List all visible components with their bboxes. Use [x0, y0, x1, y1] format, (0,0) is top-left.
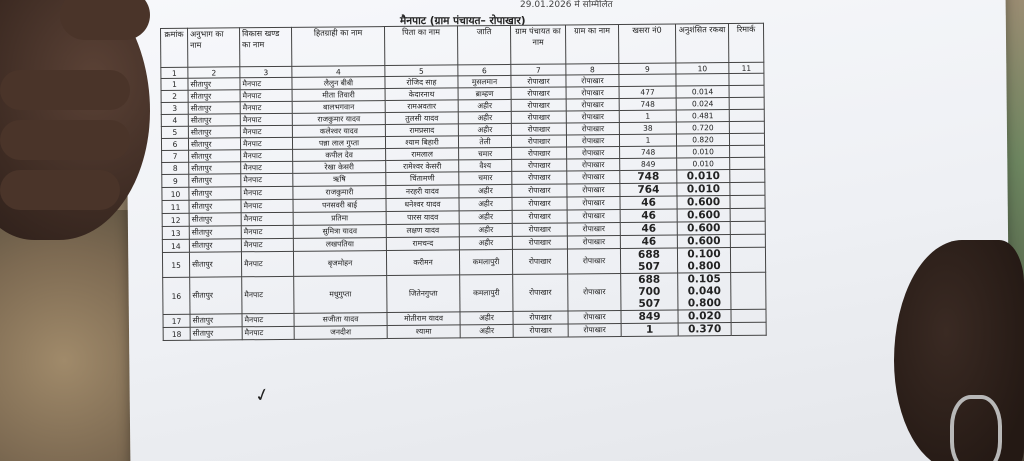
cell-remark	[730, 145, 765, 157]
cell-vikas: मैनपाट	[242, 313, 294, 326]
cell-anubhag: सीतापुर	[189, 239, 241, 252]
cell-jati: अहीर	[460, 324, 513, 337]
document-title: मैनपाट (ग्राम पंचायत– रोपाखार)	[400, 15, 526, 27]
column-header: पिता का नाम	[384, 26, 457, 66]
cell-rakba: 0.600	[677, 209, 730, 222]
cell-anubhag: सीतापुर	[188, 78, 240, 90]
cell-rakba: 0.020	[678, 310, 731, 323]
cell-gp: रोपाखार	[511, 123, 566, 135]
cell-anubhag: सीतापुर	[189, 174, 241, 187]
cell-anubhag: सीतापुर	[189, 187, 241, 200]
column-number: 10	[676, 63, 729, 74]
cell-father: रामअवतार	[385, 100, 458, 113]
cell-gram: रोपाखार	[567, 209, 620, 222]
cell-no: 6	[161, 138, 188, 150]
left-finger	[0, 170, 120, 210]
column-number: 9	[619, 63, 676, 74]
cell-vikas: मैनपाट	[241, 186, 293, 199]
cell-no: 3	[161, 102, 188, 114]
cell-jati: अहीर	[459, 236, 512, 249]
column-number: 6	[458, 64, 511, 75]
cell-remark	[730, 195, 765, 208]
cell-anubhag: सीतापुर	[190, 314, 242, 327]
cell-name: लैलुन बीबी	[292, 77, 385, 90]
cell-anubhag: सीतापुर	[189, 150, 241, 162]
cell-gram: रोपाखार	[566, 110, 619, 122]
cell-gp: रोपाखार	[512, 159, 567, 171]
cell-father: रामचन्द	[386, 237, 459, 251]
cell-no: 4	[161, 114, 188, 126]
cell-no: 1	[161, 78, 188, 90]
cell-jati: कमलापुरी	[459, 249, 512, 274]
cell-father: चिंतामणी	[386, 172, 459, 186]
cell-remark	[731, 322, 766, 335]
cell-name: पनसवरी बाई	[293, 199, 386, 213]
cell-gp: रोपाखार	[511, 135, 566, 147]
cell-gram: रोपाखार	[566, 134, 619, 146]
cell-anubhag: सीतापुर	[189, 226, 241, 239]
cell-father: मोतीराम यादव	[387, 312, 460, 326]
cell-gram: रोपाखार	[567, 196, 620, 209]
cell-name: राजकुमार यादव	[292, 113, 385, 126]
cell-name: जनदीश	[294, 326, 387, 340]
column-header: क्रमांक	[161, 28, 188, 67]
cell-vikas: मैनपाट	[241, 225, 293, 238]
cell-khasra	[619, 74, 676, 86]
cell-khasra: 46	[620, 222, 677, 235]
cell-vikas: मैनपाट	[241, 212, 293, 225]
cell-gram: रोपाखार	[567, 183, 620, 196]
left-finger	[0, 70, 130, 110]
cell-no: 14	[162, 239, 189, 252]
cell-rakba: 0.600	[677, 235, 730, 248]
cell-anubhag: सीतापुर	[188, 90, 240, 102]
cell-name: सुमित्रा यादव	[293, 225, 386, 239]
cell-rakba: 0.105 0.040 0.800	[678, 273, 731, 310]
cell-rakba: 0.010	[677, 170, 730, 183]
cell-no: 8	[162, 162, 189, 174]
cell-gp: रोपाखार	[512, 236, 567, 249]
key-ring	[950, 395, 1002, 461]
cell-vikas: मैनपाट	[240, 125, 292, 137]
cell-gp: रोपाखार	[511, 75, 566, 87]
cell-gram: रोपाखार	[567, 248, 620, 273]
cell-no: 18	[163, 327, 190, 340]
cell-jati: अहीर	[459, 184, 512, 197]
cell-khasra: 46	[620, 209, 677, 222]
cell-no: 16	[163, 277, 190, 314]
left-finger	[0, 120, 130, 160]
column-header: ग्राम पंचायत का नाम	[510, 25, 565, 64]
column-number: 8	[566, 63, 619, 74]
cell-father: रोजिद साह	[385, 76, 458, 89]
cell-vikas: मैनपाट	[242, 326, 294, 339]
cell-gp: रोपाखार	[512, 210, 567, 223]
cell-khasra: 1	[621, 323, 678, 336]
cell-gp: रोपाखार	[512, 184, 567, 197]
cell-khasra: 849	[621, 310, 678, 323]
cell-gram: रोपाखार	[567, 158, 620, 170]
cell-gram: रोपाखार	[566, 122, 619, 134]
cell-jati: तेली	[458, 135, 511, 147]
table-body	[161, 73, 766, 340]
cell-gram: रोपाखार	[567, 146, 620, 158]
cell-jati: मुसलमान	[458, 75, 511, 87]
cell-jati: अहीर	[458, 123, 511, 135]
cell-gp: रोपाखार	[512, 249, 567, 274]
cell-remark	[729, 133, 764, 145]
cell-khasra: 46	[620, 196, 677, 209]
cell-gp: रोपाखार	[513, 311, 568, 324]
cell-father: धनेश्वर यादव	[386, 198, 459, 212]
cell-rakba: 0.010	[677, 146, 730, 158]
cell-rakba	[676, 74, 729, 86]
column-header: हितग्राही का नाम	[291, 27, 384, 67]
cell-anubhag: सीतापुर	[189, 162, 241, 174]
cell-no: 7	[162, 150, 189, 162]
cell-jati: अहीर	[460, 311, 513, 324]
cell-vikas: मैनपाट	[240, 101, 292, 113]
cell-rakba: 0.600	[677, 222, 730, 235]
header-partial-text: 29.01.2026 में सम्मिलित	[520, 0, 613, 10]
cell-gram: रोपाखार	[568, 273, 621, 310]
cell-rakba: 0.100 0.800	[677, 248, 730, 273]
column-header: रिमार्क	[728, 23, 763, 62]
cell-remark	[730, 208, 765, 221]
column-number: 11	[729, 62, 764, 73]
cell-name: कलेश्वर यादव	[292, 125, 385, 138]
cell-no: 2	[161, 90, 188, 102]
cell-gp: रोपाखार	[512, 171, 567, 184]
column-header: अनुशंसित रकबा	[675, 24, 728, 63]
cell-gram: रोपाखार	[568, 323, 621, 336]
cell-rakba: 0.820	[676, 134, 729, 146]
cell-remark	[730, 221, 765, 234]
cell-father: रामेश्वर केसरी	[386, 160, 459, 173]
cell-anubhag: सीतापुर	[188, 126, 240, 138]
cell-name: मधुगुप्ता	[294, 276, 387, 314]
cell-vikas: मैनपाट	[240, 77, 292, 89]
cell-khasra: 748	[619, 98, 676, 110]
cell-gp: रोपाखार	[513, 324, 568, 337]
cell-name: कपील देव	[293, 149, 386, 162]
cell-jati: वैश्य	[459, 159, 512, 171]
cell-khasra: 748	[620, 170, 677, 183]
cell-vikas: मैनपाट	[242, 276, 294, 313]
cell-vikas: मैनपाट	[241, 238, 293, 251]
cell-gram: रोपाखार	[567, 222, 620, 235]
cell-gram: रोपाखार	[566, 98, 619, 110]
cell-name: बृजमोहन	[293, 251, 386, 277]
cell-gram: रोपाखार	[566, 86, 619, 98]
cell-name: सजीता यादव	[294, 313, 387, 327]
cell-remark	[729, 85, 764, 97]
cell-father: श्याम बिहारी	[385, 136, 458, 149]
cell-no: 13	[162, 226, 189, 239]
cell-father: जितेनगुप्ता	[387, 275, 460, 313]
cell-no: 5	[161, 126, 188, 138]
cell-name: रेखा केसरी	[293, 161, 386, 174]
cell-khasra: 477	[619, 86, 676, 98]
cell-jati: अहीर	[458, 111, 511, 123]
cell-anubhag: सीतापुर	[188, 114, 240, 126]
cell-khasra: 688 700 507	[621, 273, 678, 310]
cell-khasra: 764	[620, 183, 677, 196]
cell-no: 9	[162, 174, 189, 187]
cell-jati: अहीर	[458, 99, 511, 111]
column-number: 5	[385, 65, 458, 77]
cell-rakba: 0.600	[677, 196, 730, 209]
cell-remark	[730, 182, 765, 195]
cell-anubhag: सीतापुर	[189, 213, 241, 226]
column-header: विकास खण्ड का नाम	[240, 27, 292, 66]
cell-jati: अहीर	[459, 223, 512, 236]
cell-no: 15	[162, 252, 189, 277]
cell-remark	[729, 97, 764, 109]
cell-anubhag: सीतापुर	[188, 102, 240, 114]
cell-rakba: 0.720	[676, 122, 729, 134]
cell-remark	[729, 109, 764, 121]
cell-gp: रोपाखार	[512, 223, 567, 236]
cell-vikas: मैनपाट	[240, 137, 292, 149]
cell-jati: अहीर	[459, 210, 512, 223]
cell-anubhag: सीतापुर	[189, 252, 241, 277]
cell-remark	[729, 121, 764, 133]
cell-father: करीमन	[386, 250, 459, 276]
cell-father: लक्षण यादव	[386, 224, 459, 238]
cell-anubhag: सीतापुर	[190, 277, 242, 314]
cell-name: बालभगवान	[292, 101, 385, 114]
cell-vikas: मैनपाट	[241, 199, 293, 212]
cell-no: 11	[162, 200, 189, 213]
cell-gram: रोपाखार	[567, 235, 620, 248]
cell-father: पारस यादव	[386, 211, 459, 225]
cell-khasra: 1	[619, 134, 676, 146]
column-number: 7	[511, 64, 566, 75]
cell-khasra: 1	[619, 110, 676, 122]
column-number: 2	[188, 67, 240, 78]
column-header: जाति	[457, 25, 510, 64]
cell-jati: चमार	[459, 171, 512, 184]
column-number: 1	[161, 67, 188, 78]
table-header-row	[161, 23, 764, 67]
cell-name: लखपतिया	[293, 238, 386, 252]
cell-vikas: मैनपाट	[241, 173, 293, 186]
column-header: खसरा नं0	[618, 24, 675, 63]
cell-remark	[730, 247, 765, 272]
left-thumb	[60, 0, 150, 40]
cell-khasra: 748	[620, 146, 677, 158]
cell-khasra: 46	[620, 235, 677, 248]
cell-anubhag: सीतापुर	[189, 200, 241, 213]
cell-father: तुलसी यादव	[385, 112, 458, 125]
cell-vikas: मैनपाट	[241, 161, 293, 173]
cell-jati: ब्राम्हण	[458, 87, 511, 99]
cell-father: नरहरी यादव	[386, 185, 459, 199]
cell-father: श्यामा	[387, 325, 460, 339]
cell-father: रामलाल	[386, 148, 459, 161]
cell-vikas: मैनपाट	[240, 89, 292, 101]
cell-gram: रोपाखार	[566, 74, 619, 86]
cell-gp: रोपाखार	[513, 274, 568, 311]
cell-rakba: 0.010	[677, 158, 730, 170]
cell-rakba: 0.024	[676, 98, 729, 110]
cell-rakba: 0.481	[676, 110, 729, 122]
cell-khasra: 849	[620, 158, 677, 170]
cell-khasra: 38	[619, 122, 676, 134]
cell-remark	[730, 234, 765, 247]
cell-gram: रोपाखार	[568, 310, 621, 323]
cell-rakba: 0.014	[676, 86, 729, 98]
cell-khasra: 688 507	[620, 248, 677, 273]
cell-gp: रोपाखार	[511, 111, 566, 123]
cell-remark	[730, 157, 765, 169]
cell-jati: अहीर	[459, 197, 512, 210]
cell-vikas: मैनपाट	[240, 113, 292, 125]
cell-rakba: 0.370	[678, 323, 731, 336]
cell-gp: रोपाखार	[512, 147, 567, 159]
cell-no: 10	[162, 187, 189, 200]
cell-father: केदारनाथ	[385, 88, 458, 101]
cell-no: 17	[163, 314, 190, 327]
cell-no: 12	[162, 213, 189, 226]
signature-mark: ✓	[252, 383, 273, 408]
cell-jati: चमार	[459, 147, 512, 159]
cell-name: प्रतिमा	[293, 212, 386, 226]
cell-gp: रोपाखार	[511, 87, 566, 99]
column-number: 4	[292, 66, 385, 78]
cell-remark	[731, 272, 766, 309]
cell-rakba: 0.010	[677, 183, 730, 196]
cell-anubhag: सीतापुर	[188, 138, 240, 150]
table-row	[163, 272, 766, 314]
cell-name: ऋषि	[293, 173, 386, 187]
cell-gp: रोपाखार	[511, 99, 566, 111]
cell-father: रामप्रसाद	[385, 124, 458, 137]
cell-gram: रोपाखार	[567, 170, 620, 183]
cell-name: राजकुमारी	[293, 186, 386, 200]
column-header: ग्राम का नाम	[565, 24, 618, 63]
cell-remark	[729, 73, 764, 85]
cell-name: पन्ना लाल गुप्ता	[292, 137, 385, 150]
cell-vikas: मैनपाट	[241, 251, 293, 276]
column-number: 3	[240, 66, 292, 77]
cell-name: मीता तिवारी	[292, 89, 385, 102]
cell-vikas: मैनपाट	[241, 149, 293, 161]
cell-remark	[730, 169, 765, 182]
cell-anubhag: सीतापुर	[190, 327, 242, 340]
beneficiary-table	[160, 23, 767, 341]
cell-remark	[731, 309, 766, 322]
cell-jati: कमलापुरी	[460, 274, 513, 311]
cell-gp: रोपाखार	[512, 197, 567, 210]
column-header: अनुभाग का नाम	[188, 28, 240, 67]
